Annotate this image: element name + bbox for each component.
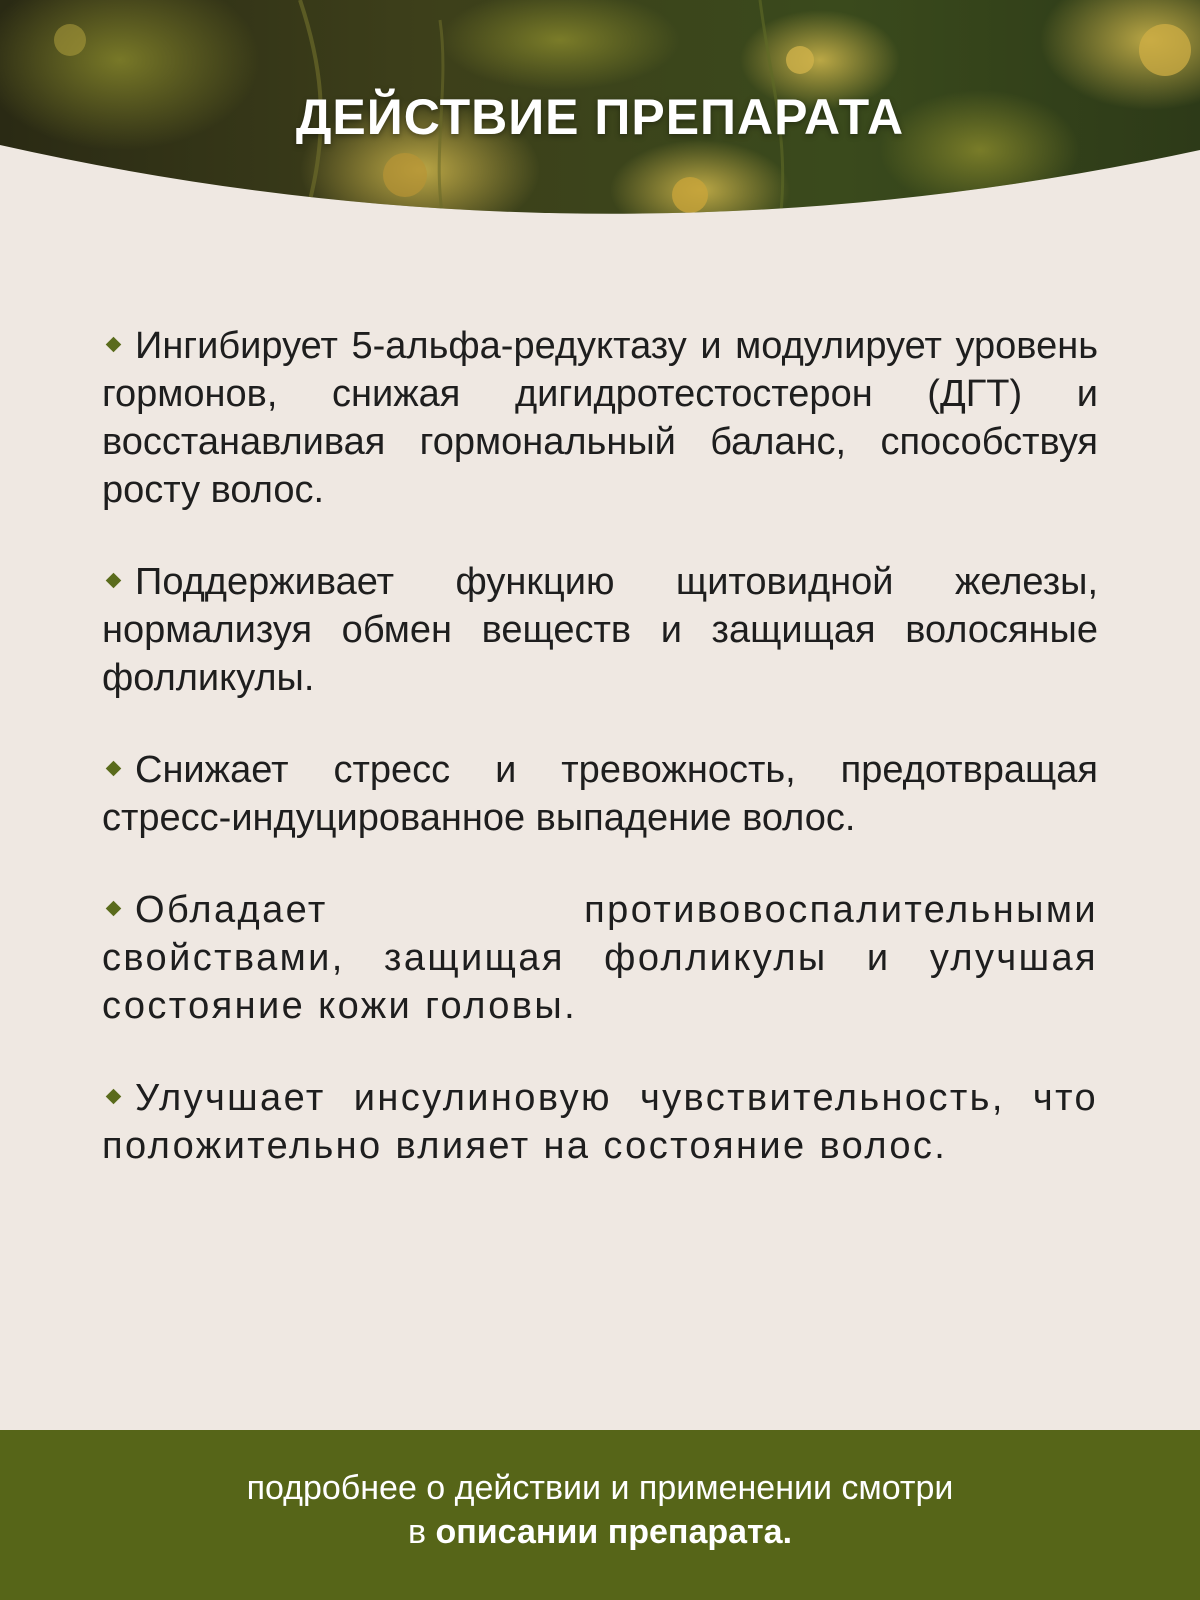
list-item: [102, 1074, 1098, 1170]
list-item: [102, 886, 1098, 1030]
list-item: [102, 558, 1098, 702]
footer-line-2-prefix: в: [407, 1513, 436, 1551]
list-item-text: Улучшает инсулиновую чувствительность, что положительно влияет на состояние волос.: [102, 1077, 1098, 1167]
header-banner: [0, 0, 1200, 240]
footer-line-2-bold: описании препарата.: [435, 1513, 793, 1551]
diamond-bullet-icon: [106, 573, 122, 589]
list-item-text: Обладает противовоспалительными свойствами, защищая фолликулы и улучшая состояние кожи головы.: [102, 889, 1098, 1027]
benefits-list: [102, 322, 1098, 1214]
list-item-text: Поддерживает функцию щитовидной железы, нормализуя обмен веществ и защищая волосяные фолликулы.: [102, 561, 1098, 699]
diamond-bullet-icon: [106, 761, 122, 777]
page-title: ДЕЙСТВИЕ ПРЕПАРАТА: [295, 89, 905, 145]
footer-note: [0, 1466, 1200, 1554]
footer-banner: [0, 1430, 1200, 1600]
diamond-bullet-icon: [106, 1089, 122, 1105]
list-item-text: Снижает стресс и тревожность, предотвращая стресс-индуцированное выпадение волос.: [102, 749, 1098, 839]
footer-line-2: [0, 1510, 1200, 1554]
list-item: [102, 746, 1098, 842]
list-item-text: Ингибирует 5-альфа-редуктазу и модулирует уровень гормонов, снижая дигидротестостерон (ДГТ) и восстанавливая гормональный баланс, способствуя росту волос.: [102, 325, 1098, 511]
list-item: [102, 322, 1098, 514]
diamond-bullet-icon: [106, 337, 122, 353]
footer-line-1: подробнее о действии и применении смотри: [246, 1469, 954, 1507]
diamond-bullet-icon: [106, 901, 122, 917]
